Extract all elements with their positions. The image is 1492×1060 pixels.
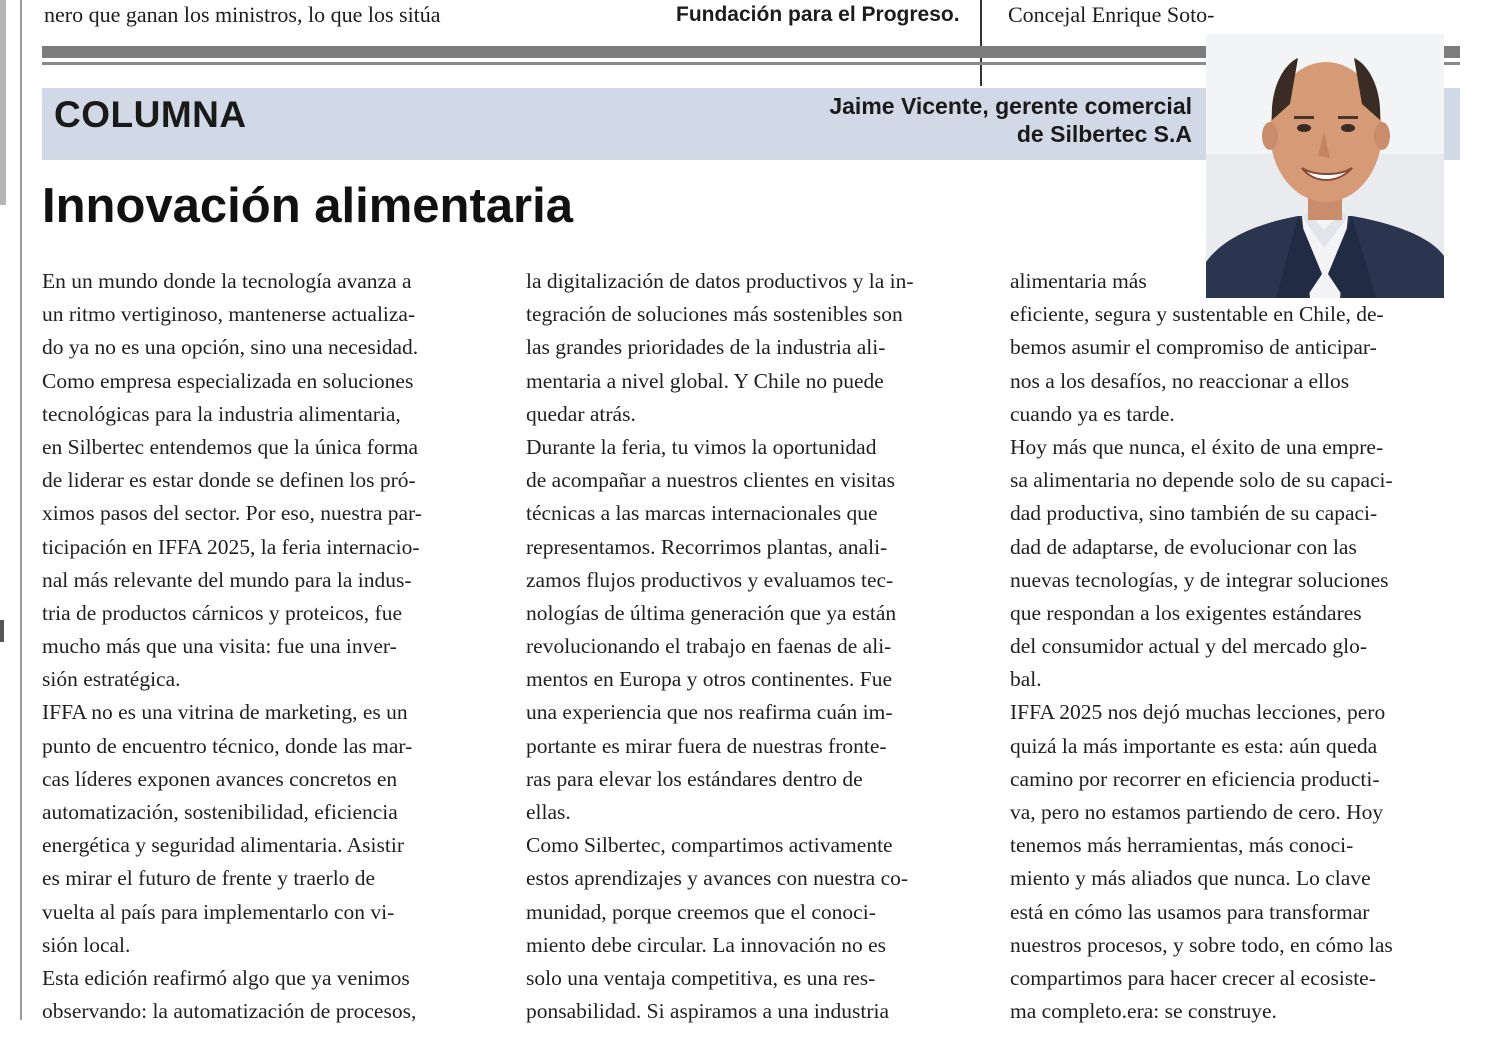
column-3-line: ma completo.era: se construye. xyxy=(1010,999,1277,1024)
column-1-line: tecnológicas para la industria alimentaria, xyxy=(42,401,401,426)
column-3-line: bal. xyxy=(1010,667,1042,692)
column-1-line: en Silbertec entendemos que la única forma xyxy=(42,434,419,459)
article-column-1 xyxy=(42,265,498,1028)
column-3-line: nuevas tecnologías, y de integrar soluciones xyxy=(1010,567,1389,592)
column-1-line: do ya no es una opción, sino una necesidad. xyxy=(42,335,419,360)
column-2-line: Durante la feria, tu vimos la oportunidad xyxy=(526,434,877,459)
column-1-line: cas líderes exponen avances concretos en xyxy=(42,766,398,791)
column-3-line: está en cómo las usamos para transformar xyxy=(1010,899,1370,924)
column-2-line: mentaria a nivel global. Y Chile no puede xyxy=(526,368,884,393)
article-headline: Innovación alimentaria xyxy=(42,179,573,233)
column-2-line: técnicas a las marcas internacionales que xyxy=(526,501,878,526)
column-2-line: de acompañar a nuestros clientes en visitas xyxy=(526,468,895,493)
column-2-line: ellas. xyxy=(526,800,571,824)
column-2-line: miento debe circular. La innovación no es xyxy=(526,932,886,957)
column-3-line: va, pero no estamos partiendo de cero. Hoy xyxy=(1010,800,1384,824)
column-1-line: tria de productos cárnicos y proteicos, fue xyxy=(42,600,402,625)
column-2-line: ras para elevar los estándares dentro de xyxy=(526,766,863,791)
column-1-line: ticipación en IFFA 2025, la feria internacio- xyxy=(42,534,420,559)
column-3-line: eficiente, segura y sustentable en Chile, de- xyxy=(1010,302,1384,327)
column-1-line: IFFA no es una vitrina de marketing, es un xyxy=(42,700,408,725)
column-3-line: miento y más aliados que nunca. Lo clave xyxy=(1010,866,1371,891)
column-3-line: del consumidor actual y del mercado glo- xyxy=(1010,634,1368,659)
column-1-line: sión local. xyxy=(42,932,131,957)
previous-article-snippet-right: Concejal Enrique Soto- xyxy=(1008,2,1215,27)
column-3-line: nuestros procesos, y sobre todo, en cómo las xyxy=(1010,932,1393,957)
column-1-line: Esta edición reafirmó algo que ya venimos xyxy=(42,965,410,990)
column-3-line: Hoy más que nunca, el éxito de una empre- xyxy=(1010,434,1384,459)
column-2-line: las grandes prioridades de la industria ali- xyxy=(526,335,886,360)
column-2-line: solo una ventaja competitiva, es una res- xyxy=(526,965,876,990)
column-2-line: ponsabilidad. Si aspiramos a una industria xyxy=(526,999,890,1024)
column-2-line: estos aprendizajes y avances con nuestra co- xyxy=(526,866,909,891)
column-2-line: representamos. Recorrimos plantas, anali- xyxy=(526,534,888,559)
author-photo xyxy=(1206,34,1444,298)
column-3-line: nos a los desafíos, no reaccionar a ellos xyxy=(1010,368,1350,393)
column-2-line: una experiencia que nos reafirma cuán im- xyxy=(526,700,893,725)
column-3-line: quizá la más importante es esta: aún queda xyxy=(1010,733,1378,758)
byline-line-1: Jaime Vicente, gerente comercial xyxy=(829,93,1192,119)
page-edge-mark xyxy=(0,620,4,642)
column-2-line: quedar atrás. xyxy=(526,401,636,426)
previous-article-snippet-left: nero que ganan los ministros, lo que los sitúa xyxy=(44,2,441,27)
column-3-line: dad de adaptarse, de evolucionar con las xyxy=(1010,534,1357,559)
column-1-line: sión estratégica. xyxy=(42,667,181,692)
column-3-line: que respondan a los exigentes estándares xyxy=(1010,600,1362,625)
column-1-line: vuelta al país para implementarlo con vi- xyxy=(42,899,395,924)
column-1-line: ximos pasos del sector. Por eso, nuestra par- xyxy=(42,501,422,526)
column-2-line: zamos flujos productivos y evaluamos tec- xyxy=(526,567,894,592)
author-byline xyxy=(829,92,1192,148)
column-2-line: munidad, porque creemos que el conoci- xyxy=(526,899,876,924)
column-3-line: IFFA 2025 nos dejó muchas lecciones, pero xyxy=(1010,700,1386,725)
column-2-line: revolucionando el trabajo en faenas de ali- xyxy=(526,634,892,659)
column-3-line: sa alimentaria no depende solo de su capaci- xyxy=(1010,468,1393,493)
column-3-line: camino por recorrer en eficiencia producti- xyxy=(1010,766,1380,791)
column-2-line: mentos en Europa y otros continentes. Fue xyxy=(526,667,893,692)
column-3-line: compartimos para hacer crecer al ecosiste- xyxy=(1010,965,1376,990)
column-1-line: energética y seguridad alimentaria. Asistir xyxy=(42,833,404,858)
column-1-line: nal más relevante del mundo para la indus- xyxy=(42,567,412,592)
column-1-line: un ritmo vertiginoso, mantenerse actualiza- xyxy=(42,302,416,327)
column-1-line: punto de encuentro técnico, donde las mar- xyxy=(42,733,413,758)
column-2-line: la digitalización de datos productivos y la in- xyxy=(526,269,914,293)
column-3-line: dad productiva, sino también de su capaci- xyxy=(1010,501,1378,526)
byline-line-2: de Silbertec S.A xyxy=(1016,121,1192,147)
column-1-line: observando: la automatización de procesos, xyxy=(42,999,417,1024)
column-1-line: En un mundo donde la tecnología avanza a xyxy=(42,269,412,293)
section-label: COLUMNA xyxy=(54,94,247,135)
column-3-line: cuando ya es tarde. xyxy=(1010,401,1175,426)
column-2-line: nologías de última generación que ya están xyxy=(526,600,897,625)
article-column-2 xyxy=(526,265,982,1028)
column-3-line: tenemos más herramientas, más conoci- xyxy=(1010,833,1354,858)
column-1-line: automatización, sostenibilidad, eficiencia xyxy=(42,800,398,824)
column-2-line: tegración de soluciones más sostenibles son xyxy=(526,302,903,327)
column-1-line: de liderar es estar donde se definen los pró- xyxy=(42,468,416,493)
column-1-line: es mirar el futuro de frente y traerlo de xyxy=(42,866,376,891)
column-separator xyxy=(980,0,982,86)
column-1-line: Como empresa especializada en soluciones xyxy=(42,368,414,393)
article-column-3 xyxy=(1010,265,1460,1028)
page-edge-strip xyxy=(0,0,6,205)
previous-article-snippet-middle: Fundación para el Progreso. xyxy=(676,3,960,26)
column-2-line: portante es mirar fuera de nuestras fronte- xyxy=(526,733,887,758)
column-3-line: alimentaria más xyxy=(1010,269,1147,293)
column-2-line: Como Silbertec, compartimos activamente xyxy=(526,833,893,858)
column-3-line: bemos asumir el compromiso de anticipar- xyxy=(1010,335,1377,360)
author-portrait-icon xyxy=(1206,34,1444,298)
page-gutter-line xyxy=(20,0,22,1020)
column-1-line: mucho más que una visita: fue una inver- xyxy=(42,634,397,659)
